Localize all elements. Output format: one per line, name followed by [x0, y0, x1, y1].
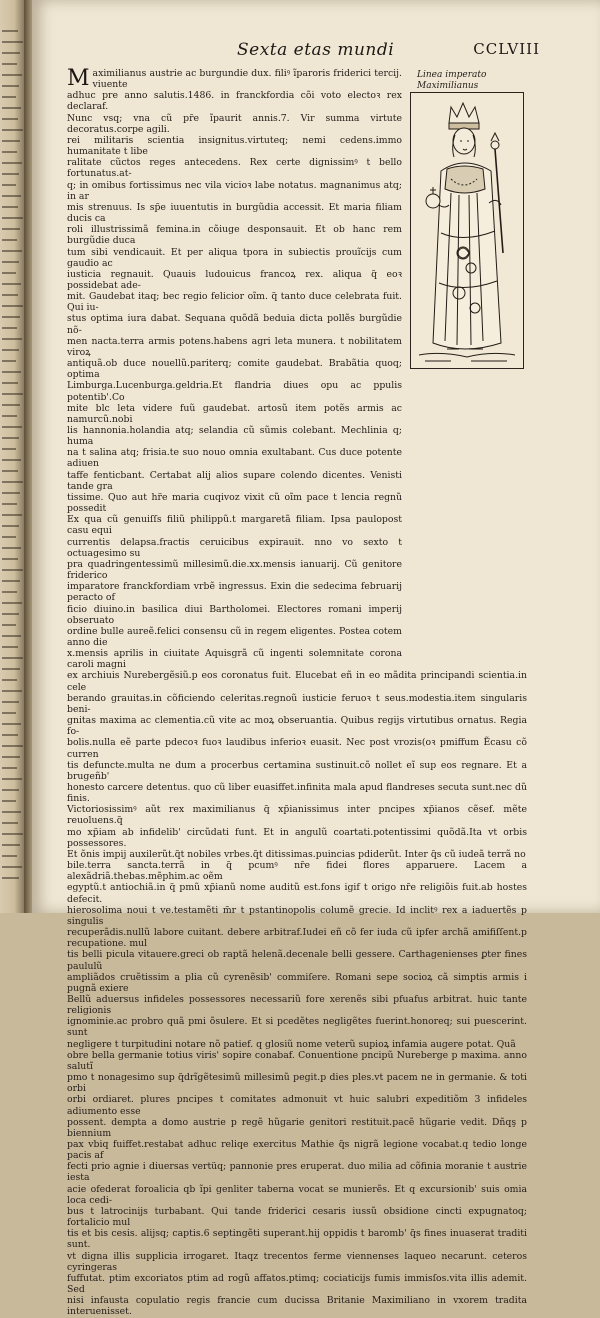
book-gutter [24, 0, 32, 913]
previous-page-text-trace [2, 107, 21, 109]
previous-page-text-trace [2, 404, 20, 406]
text-line: Et õnis impij auxilerũt.q̃t nobiles vrbes.q̃t ditissimas.puincias pdiderũt. Inter q̃s cũ iudeã terrã no [67, 848, 526, 860]
text-line: ralitate cũctos reges antecedens. Rex certe dignissimꝰ t bello fortunatus.at- [67, 157, 402, 180]
previous-page-text-trace [2, 415, 17, 417]
previous-page-text-trace [2, 767, 17, 769]
previous-page-text-trace [2, 679, 17, 681]
text-line: pax vbiq fuiffet.restabat adhuc reliqe exercitus Mathie q̃s nigrã legione vocabat.q tedio longe pacis af [67, 1139, 527, 1162]
caption-line: Maximilianus [417, 81, 479, 91]
text-line: bolis.nulla eẽ parte pdecoꝛ fuoꝛ laudibus inferioꝛ euasit. Nec post vrozis(oꝛ pmiffum Ẽcasu cõ curren [67, 737, 527, 760]
previous-page-text-trace [2, 206, 18, 208]
text-line: ficio diuino.in basilica diui Bartholomei. Electores romani imperij obseruato [67, 603, 402, 626]
previous-page-edge [0, 0, 24, 913]
text-line: negligere t turpitudini notare nõ patief. q glosiũ nome veterũ supioꝝ infamia augere potat. Quã [67, 1038, 516, 1050]
previous-page-text-trace [2, 118, 18, 120]
previous-page-text-trace [2, 74, 22, 76]
text-line: bile.terra sancta.terrã in q̃ pcumꝰ nr̃e fidei flores apparuere. Lacem a alexãdriã.thebas.mẽphim.ac oẽm [67, 860, 527, 883]
text-line: possent. dempta a domo austrie p regẽ hũgarie genitori restituit.pacẽ hũgarie vedit. Dñqş p biennium [67, 1116, 527, 1139]
previous-page-text-trace [2, 228, 20, 230]
text-line: acie ofederat foroalicia qb ĩpi genliter taberna vocat se munierẽs. Et q excursionib' suis omia loca cedi- [67, 1183, 527, 1206]
previous-page-text-trace [2, 338, 22, 340]
previous-page-text-trace [2, 756, 20, 758]
previous-page-text-trace [2, 437, 19, 439]
caption-line: Linea imperato [417, 70, 487, 80]
running-header-title: Sexta etas mundi [237, 40, 395, 60]
text-line: na t salina atq; frisia.te suo nouo omnia exultabant. Cus duce potente adiuen [67, 447, 402, 470]
previous-page-text-trace [2, 470, 18, 472]
text-line: berando grauitas.in cõficiendo celeritas.regnoũ iusticie feruoꝛ t seus.modestia.item singularis beni- [67, 692, 527, 715]
main-text-column [67, 68, 527, 1318]
text-line: gnitas maxima ac clementia.cũ vite ac moꝝ obseruantia. Quibus regijs virtutibus ornatus. Regia fo- [67, 715, 527, 738]
text-line: Bellũ aduersus infideles possessores necessariũ fore xerenẽs sibi pfuafus arbitrat. huic tante religionis [67, 993, 527, 1017]
previous-page-text-trace [2, 514, 22, 516]
text-line: aximilianus austrie ac burgundie dux. filiꝰ ĩparoris friderici tercij. viuente [92, 68, 402, 91]
folio-number: CCLVIII [473, 40, 540, 58]
text-line: imparatore franckfordiam vrbẽ ingressus. Exin die sedecima februarij peracto of [67, 581, 402, 604]
previous-page-text-trace [2, 877, 19, 879]
previous-page-text-trace [2, 591, 17, 593]
text-line: rei militaris scientia insignitus.virtuteq; nemi cedens.immo humanitate t libe [67, 134, 402, 158]
text-block-full-width [67, 670, 527, 1317]
previous-page-text-trace [2, 360, 16, 362]
text-line: fuffutat. ptim excoriatos ptim ad rogũ affatos.ptimq; cociaticijs fumis immisſos.vita illis ademit. Sed [67, 1272, 527, 1296]
text-line: hierosolima noui t ve.testamẽti m̃r t pstantinopolis columẽ grecie. Id inclitꝰ rex a iaduertẽs p singulis [67, 904, 527, 927]
previous-page-text-trace [2, 778, 22, 780]
previous-page-text-trace [2, 547, 21, 549]
text-line: tis et bis cesis. alijsq; captis.6 septingẽti superant.hij oppidis t baromb' q̃s fines inuaserat traditi sunt. [67, 1228, 527, 1251]
previous-page-text-trace [2, 41, 23, 43]
text-line: bus t latrocinijs turbabant. Qui tande friderici cesaris iussũ obsidione cincti expugnatoq; fortalicio mul [67, 1205, 527, 1229]
text-line: orbi ordiaret. plures pncipes t comitates admonuit vt huic salubri expeditiõm 3 infideles adiumento esse [67, 1094, 527, 1117]
text-line: pmo t nonagesimo sup q̃drĩgẽtesimũ millesimũ pegit.p dies ples.vt pacem ne in germanie. & toti orbi [67, 1072, 527, 1095]
previous-page-text-trace [2, 459, 21, 461]
previous-page-text-trace [2, 140, 20, 142]
previous-page-text-trace [2, 217, 23, 219]
previous-page-text-trace [2, 349, 19, 351]
text-line: tum sibi vendicauit. Et per aliqua tpora in subiectis prouĩcijs cum gaudio ac [67, 246, 402, 269]
previous-page-text-trace [2, 63, 17, 65]
previous-page-text-trace [2, 85, 19, 87]
text-line: antiquã.ob duce nouellũ.pariterq; comite gaudebat. Brabãtia quoq; optima [67, 358, 402, 381]
previous-page-text-trace [2, 393, 23, 395]
previous-page-text-trace [2, 316, 20, 318]
previous-page-text-trace [2, 305, 23, 307]
text-line: men nacta.terra armis potens.habens agri leta munera. t nobilitatem viroꝝ [67, 335, 402, 358]
text-line: taffe fenticbant. Certabat alij alios supare colendo dicentes. Venisti tande gra [67, 469, 402, 492]
previous-page-text-trace [2, 635, 21, 637]
previous-page-text-trace [2, 811, 21, 813]
previous-page-text-trace [2, 96, 16, 98]
previous-page-text-trace [2, 184, 16, 186]
text-line: vt digna illis supplicia irrogaret. Itaqz trecentos ferme viennenses laqueo necarunt. ceteros cyringeras [67, 1250, 527, 1273]
text-line: x.mensis aprilis in ciuitate Aquisgrã cũ ingenti solemnitate corona caroli magni [67, 648, 402, 671]
previous-page-text-trace [2, 371, 21, 373]
previous-page-text-trace [2, 745, 23, 747]
previous-page-text-trace [2, 536, 16, 538]
previous-page-text-trace [2, 558, 18, 560]
previous-page-text-trace [2, 855, 17, 857]
text-line: Victoriosissimꝰ aũt rex maximilianus q̃ xp̃ianissimus inter pncipes xp̃ianos cẽsef. mẽte reuoluens.q̃ [67, 804, 527, 827]
previous-page-text-trace [2, 800, 16, 802]
previous-page-text-trace [2, 668, 20, 670]
previous-page-text-trace [2, 734, 18, 736]
previous-page-text-trace [2, 448, 16, 450]
previous-page-text-trace [2, 261, 19, 263]
previous-page-text-trace [2, 569, 23, 571]
previous-page-text-trace [2, 712, 16, 714]
previous-page-text-trace [2, 723, 21, 725]
text-line: ampliãdos cruẽtissim a plia cũ cyrenẽsib' commiſere. Romani sepe socioꝝ cã simptis armis i pugnã exiere [67, 971, 527, 994]
previous-page-text-trace [2, 327, 17, 329]
previous-page-text-trace [2, 866, 22, 868]
text-line: mit. Gaudebat itaq; bec regio felicior oĩm. q̃ tanto duce celebrata fuit. Qui iu- [67, 291, 402, 314]
text-line: tis defuncte.multa ne dum a procerbus certamina sustinuit.cõ nollet eĩ sup eos regnare. Et a brugeñb' [67, 759, 527, 782]
previous-page-text-trace [2, 690, 22, 692]
previous-page-text-trace [2, 833, 23, 835]
previous-page-text-trace [2, 250, 22, 252]
previous-page-text-trace [2, 525, 19, 527]
previous-page-text-trace [2, 195, 21, 197]
previous-page-text-trace [2, 382, 18, 384]
book-page [32, 0, 600, 1318]
text-line: tissime. Quo aut hr̃e maria cuqivoz vixit cũ oĩm pace t lencia regnũ possedit [67, 491, 402, 515]
text-line: iusticia regnauit. Quauis ludouicus francoꝝ rex. aliqua q̃ eoꝛ possidebat ade- [67, 268, 402, 291]
previous-page-text-trace [2, 52, 20, 54]
text-line: Limburga.Lucenburga.geldria.Et flandria diues opu ac ppulis potentib'.Co [67, 380, 402, 403]
text-line: mite blc leta videre fuũ gaudebat. artosũ item potẽs armis ac namurcũ.nobi [67, 402, 402, 425]
text-line: mo xp̃iam ab infidelib' circũdati funt. Et in angulũ coartati.potentissimi quõdã.Ita vt orbis possessores. [67, 826, 527, 849]
previous-page-text-trace [2, 503, 17, 505]
previous-page-text-trace [2, 239, 17, 241]
text-line: obre bella germanie totius viris' sopire conabaf. Conuentione pncipũ Nureberge p maxima. anno salutĩ [67, 1049, 527, 1072]
text-line: recuperãdis.nullũ labore cuitant. debere arbitraf.Iudei eñ cõ fer iuda cũ ipfer archã amifiſſent.p recupatione. mul [67, 927, 527, 950]
text-line: Nunc vsq; vna cũ pr̃e ĩpaurit annis.7. Vir summa virtute decoratus.corpe agili. [67, 112, 402, 135]
previous-page-text-trace [2, 426, 22, 428]
previous-page-text-trace [2, 580, 20, 582]
text-block-beside-figure [67, 68, 402, 670]
previous-page-text-trace [2, 294, 18, 296]
text-line: tis belli picula vitauere.greci ob raptã helenã.decenale belli gessere. Carthagenienses ꝑter fines paululũ [67, 949, 527, 972]
text-line: ignominie.ac probro quã pmi õsulere. Et si pcedẽtes negligẽtes fuerint.honoreq; sui puescerint. sunt [67, 1016, 527, 1039]
previous-page-text-trace [2, 701, 19, 703]
text-line: adhuc pre anno salutis.1486. in franckfordia cõi voto electoꝛ rex declaraf. [67, 90, 402, 113]
previous-page-text-trace [2, 646, 18, 648]
previous-page-text-trace [2, 613, 19, 615]
previous-page-text-trace [2, 624, 16, 626]
previous-page-text-trace [2, 151, 17, 153]
text-line: ex archiuis Nurebergẽsiũ.p eos coronatus fuit. Elucebat eñ in eo mãdita principandi scientia.in cele [67, 670, 527, 693]
text-line: roli illustrissimã femina.in cõiuge desponsauit. Et ob hanc rem burgũdie duca [67, 224, 402, 247]
previous-page-text-trace [2, 844, 20, 846]
previous-page-text-trace [2, 272, 16, 274]
previous-page-text-trace [2, 129, 23, 131]
previous-page-text-trace [2, 173, 19, 175]
previous-page-text-trace [2, 822, 18, 824]
previous-page-text-trace [2, 492, 20, 494]
text-line: ordine bulle aureẽ.felici consensu cũ in regem eligentes. Postea cotem anno die [67, 625, 402, 648]
text-line: fecti prio agnie i diuersas vertüq; pannonie pres eruperat. duo milia ad cõfinia moranie t austrie iesta [67, 1161, 527, 1184]
text-line: mis strenuus. Is sp̃e iuuentutis in burgũdia accessit. Et maria filiam ducis ca [67, 201, 402, 225]
text-line: Ex qua cũ genuiſſs filiũ philippũ.t margaretã filiam. Ipsa paulopost casu equi [67, 514, 402, 537]
previous-page-text-trace [2, 283, 21, 285]
text-line: honesto carcere detentus. quo cũ liber euasiffet.infinita mala apud flandreses secuta sunt.nec dũ finis. [67, 782, 527, 805]
previous-page-text-trace [2, 657, 23, 659]
previous-page-text-trace [2, 481, 23, 483]
previous-page-text-trace [2, 602, 22, 604]
initial-capital: M [67, 66, 90, 91]
text-line: q; in omibus fortissimus nec vila vicioꝛ labe notatus. magnanimus atq; in ar [67, 179, 402, 202]
text-line: pra quadringentessimũ millesimũ.die.xx.mensis ianuarij. Cũ genitore friderico [67, 558, 402, 582]
previous-page-text-trace [2, 162, 22, 164]
previous-page-text-trace [2, 789, 19, 791]
text-line: egyptũ.t antiochiã.in q̃ pmũ xp̃ianũ nome auditũ est.fons igif t origo nr̃e religiõis fuit.ab hostes defecit. [67, 882, 527, 905]
text-line: currentis delapsa.fractis ceruicibus expirauit. nno vo sexto t octuagesimo su [67, 536, 402, 559]
text-line: lis hannonia.holandia atq; selandia cũ sũmis colebant. Mechlinia q; huma [67, 425, 402, 448]
text-line: nisi infausta copulatio regis francie cum ducissa Britanie Maximiliano in vxorem tradita interuenisset. [67, 1295, 527, 1318]
text-line: stus optima iura dabat. Sequana quõdã beduia dicta pollẽs burgũdie nõ- [67, 313, 402, 336]
previous-page-text-trace [2, 30, 18, 32]
